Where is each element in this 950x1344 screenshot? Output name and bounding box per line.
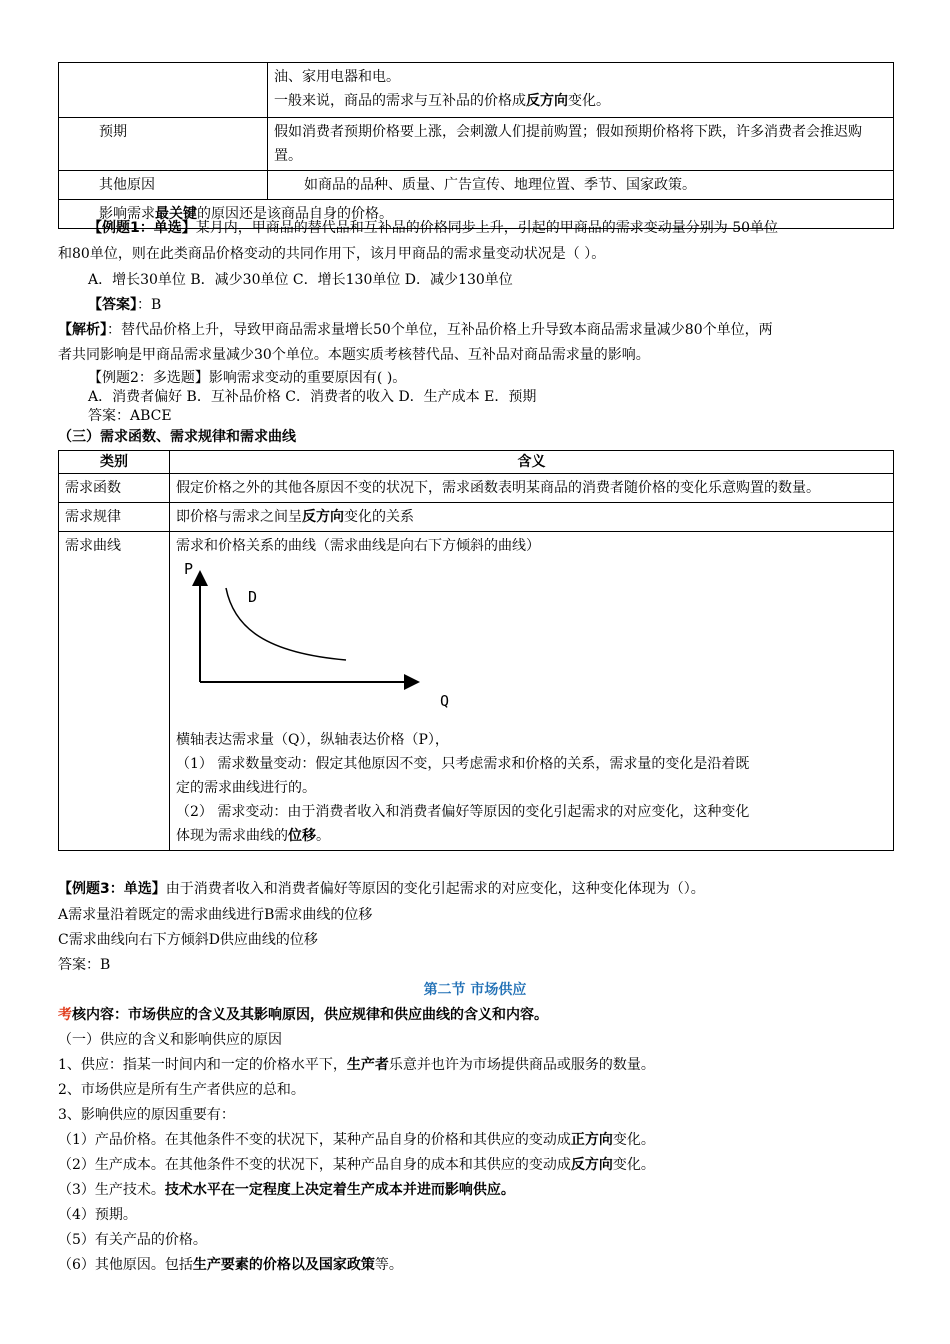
text-span: 等。 [374,1257,403,1273]
point2-line1: （2） 需求变动：由于消费者收入和消费者偏好等原因的变化引起需求的对应变化，这种变化 [176,804,750,820]
supply-definition [58,1055,655,1075]
supply-factors-heading: 3、影响供应的原因重要有： [58,1107,235,1123]
example1-analysis-line1 [58,320,773,340]
bold-text: 反方向 [302,509,344,525]
section2-title: 第二节 市场供应 [423,982,527,998]
text-span: 变化。 [612,1157,655,1173]
example3-answer: 答案：B [58,957,111,973]
row-text-other: 如商品的品种、质量、广告宣传、地理位置、季节、国家政策。 [268,171,894,200]
text-span: 变化的关系 [344,509,414,525]
supply-total: 2、市场供应是所有生产者供应的总和。 [58,1082,305,1098]
supply-subtitle: （一）供应的含义和影响供应的原因 [58,1032,282,1048]
curve-label-d: D [248,588,258,606]
supply-factor-3 [58,1180,515,1200]
text-span: 。 [316,828,330,844]
table-row [59,532,894,851]
supply-factor-6 [58,1255,403,1275]
table-row [59,503,894,532]
example1-options: A．增长30单位 B．减少30单位 C．增长130单位 D．减少130单位 [88,272,513,288]
supply-factor-2 [58,1155,655,1175]
table-row [59,171,894,200]
text-span: 乐意并也许为市场提供商品或服务的数量。 [388,1057,655,1073]
example1-analysis-line2: 者共同影响是甲商品需求量减少30个单位。本题实质考核替代品、互补品对商品需求量的影响。 [58,347,650,363]
supply-factor-1 [58,1130,655,1150]
red-char: 考 [58,1007,72,1023]
text-span: 变化。 [612,1132,655,1148]
exam-content [58,1005,548,1025]
example-tag: 【例题1：单选】 [88,220,196,236]
row-label-demand-function: 需求函数 [59,474,170,503]
example2-options: A．消费者偏好 B．互补品价格 C．消费者的收入 D．生产成本 E．预期 [88,389,537,405]
supply-factor-4: （4）预期。 [58,1207,137,1223]
demand-function-table [58,450,894,851]
bold-text: 反方向 [526,93,568,109]
row-text-demand-law [170,503,894,532]
text-span: ：B [137,297,162,313]
table-row [59,474,894,503]
cell-text: 油、家用电器和电。 [274,69,400,85]
text-span: 变化。 [568,93,610,109]
supply-factor-5: （5）有关产品的价格。 [58,1232,207,1248]
row-label-expectation: 预期 [59,118,268,171]
point1-line1: （1） 需求数量变动：假定其他原因不变，只考虑需求和价格的关系，需求量的变化是沿着既 [176,756,750,772]
demand-factors-table [58,62,894,229]
text-span: ：替代品价格上升，导致甲商品需求量增长50个单位，互补品价格上升导致本商品需求量减少80个单位，两 [107,322,773,338]
row-label-demand-curve: 需求曲线 [59,532,170,851]
text-span: （1）产品价格。在其他条件不变的状况下，某种产品自身的价格和其供应的变动成 [58,1132,571,1148]
point1-line2: 定的需求曲线进行的。 [176,780,316,796]
example3-question [58,879,705,899]
answer-tag: 【答案】 [88,297,137,313]
table-cell [59,63,268,118]
text-span: （2）生产成本。在其他条件不变的状况下，某种产品自身的成本和其供应的变动成 [58,1157,571,1173]
text-span: 由于消费者收入和消费者偏好等原因的变化引起需求的对应变化，这种变化体现为（）。 [165,881,705,897]
text-span: 一般来说，商品的需求与互补品的价格成 [274,93,526,109]
row-text-demand-curve [170,532,894,851]
bold-text: 位移 [288,828,316,844]
example-tag: 【例题3：单选】 [58,881,166,897]
text-span: 影响需求 [99,206,155,222]
bold-text: 最关键 [155,206,197,222]
table-cell [268,63,894,118]
demand-curve-figure [176,558,476,728]
text-span: 某月内，甲商品的替代品和互补品的价格同步上升，引起的甲商品的需求变动量分别为 50单位 [195,220,779,236]
text-span: 即价格与需求之间呈 [176,509,302,525]
row-label-other: 其他原因 [59,171,268,200]
axis-label-q: Q [440,692,450,710]
curve-intro: 需求和价格关系的曲线（需求曲线是向右下方倾斜的曲线） [176,538,540,554]
example1-question-line2: 和80单位，则在此类商品价格变动的共同作用下，该月甲商品的需求量变动状况是（ ）。 [58,246,606,262]
example2-question: 【例题2：多选题】影响需求变动的重要原因有( )。 [88,370,407,386]
text-span: （3）生产技术。 [58,1182,165,1198]
bold-text: 生产要素的价格以及国家政策 [192,1257,375,1273]
table-row [59,118,894,171]
table-header-row [59,451,894,474]
axes-description: 横轴表达需求量（Q），纵轴表达价格（P）， [176,732,449,748]
bold-text: 生产者 [346,1057,389,1073]
example1-answer [88,295,161,315]
demand-curve-svg [176,558,476,728]
text-span: 1、供应：指某一时间内和一定的价格水平下， [58,1057,347,1073]
row-label-demand-law: 需求规律 [59,503,170,532]
bold-text: 技术水平在一定程度上决定着生产成本并进而影响供应。 [164,1182,515,1198]
cell-text [274,89,887,113]
header-meaning: 含义 [170,451,894,474]
row-text-expectation: 假如消费者预期价格要上涨，会刺激人们提前购置；假如预期价格将下跌，许多消费者会推迟购置。 [268,118,894,171]
row-text-demand-function: 假定价格之外的其他各原因不变的状况下，需求函数表明某商品的消费者随价格的变化乐意购置的数量。 [170,474,894,503]
example2-answer: 答案：ABCE [88,408,172,424]
text-span: （6）其他原因。包括 [58,1257,193,1273]
text-span: 核内容：市场供应的含义及其影响原因，供应规律和供应曲线的含义和内容。 [72,1007,548,1023]
example1-question-line1 [88,218,778,238]
text-span: 的原因还是该商品自身的价格。 [197,206,393,222]
demand-curve [226,588,346,660]
point2-line2 [176,824,887,848]
axis-label-p: P [184,560,194,578]
analysis-tag: 【解析】 [58,322,107,338]
example3-options-1: A需求量沿着既定的需求曲线进行B需求曲线的位移 [58,907,373,923]
header-category: 类别 [59,451,170,474]
text-span: 体现为需求曲线的 [176,828,288,844]
bold-text: 反方向 [570,1157,613,1173]
section3-title: （三）需求函数、需求规律和需求曲线 [58,429,296,445]
bold-text: 正方向 [570,1132,613,1148]
table-row [59,63,894,118]
example3-options-2: C需求曲线向右下方倾斜D供应曲线的位移 [58,932,318,948]
